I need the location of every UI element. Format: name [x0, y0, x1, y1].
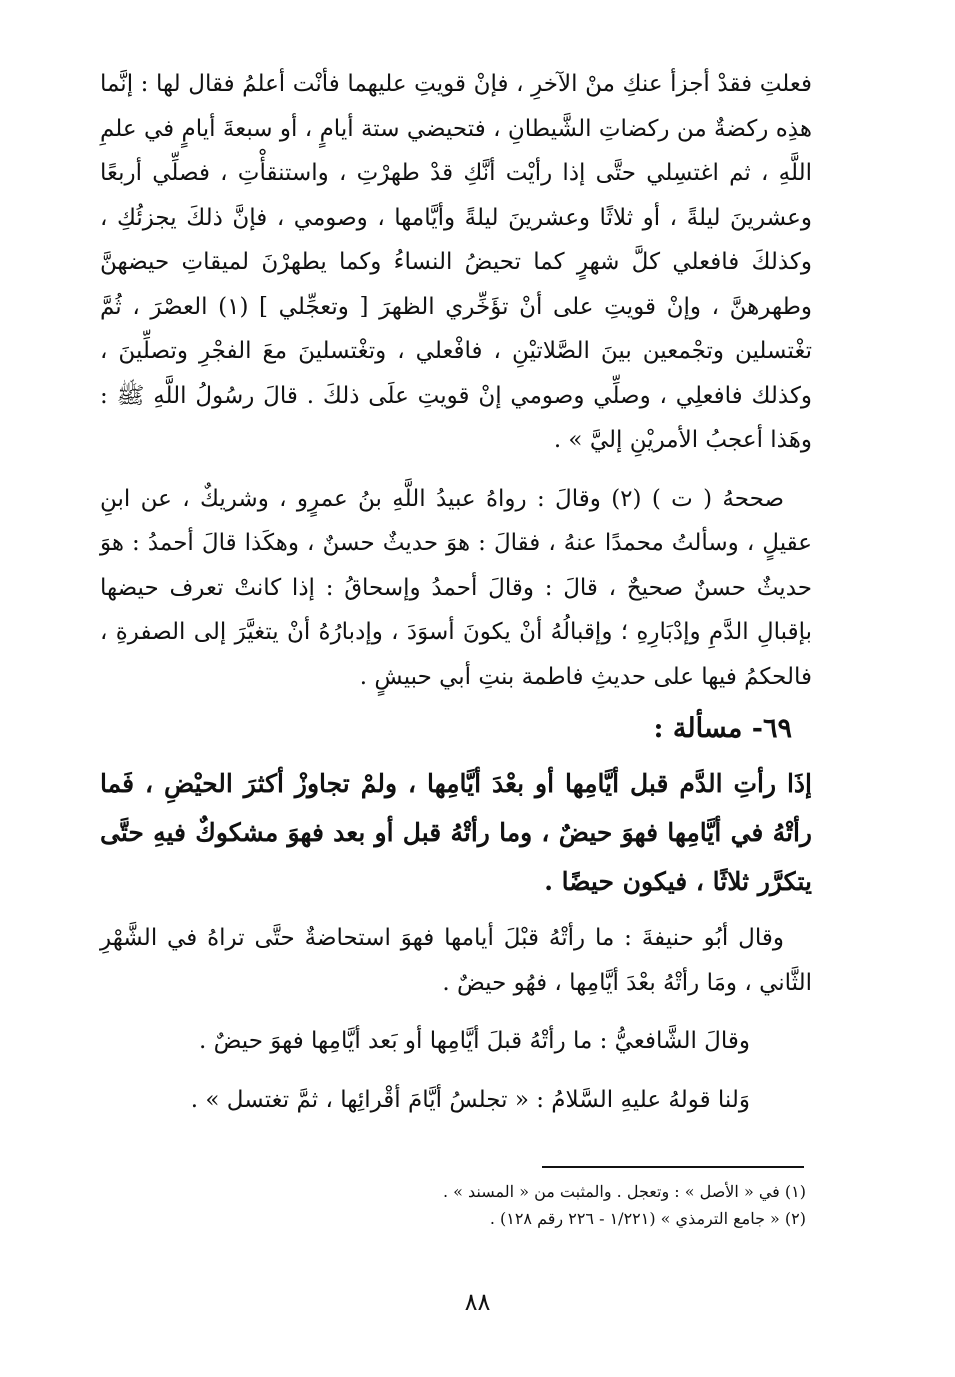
footnote-2: (٢) « جامع الترمذي » (١/٢٢١ - ٢٢٦ رقم ١٢٨) .: [489, 1209, 806, 1228]
footnotes: [300, 1178, 806, 1232]
hadith-paragraph: فعلتِ فقدْ أجزأ عنكِ منْ الآخرِ ، فإنْ قويتِ عليهما فأنْت أعلمُ فقال لها : إنَّما هذِه ركضةٌ من ركضاتِ الشَّيطانِ ، فتحيضي ستة أيامٍ ، أو سبعةَ أيامٍ في علمِ اللَّهِ ، ثم اغتسِلي حتَّى إذا رأيْت أنَّكِ قدْ طهرْتِ ، واستنقأْتِ ، فصلِّي أربعًا وعشرينَ ليلةً ، أو ثلاثًا وعشرينَ ليلةً وأيَّامها ، وصومي ، فإنَّ ذلكَ يجزئُكِ ، وكذلكَ فافعلي كلَّ شهرٍ كما تحيضُ النساءُ وكما يطهرْنَ لميقاتِ حيضهنَّ وطهرهنَّ ، وإنْ قويتِ على أنْ تؤَخِّري الظهرَ [ وتعجِّلي ] (١) العصْرَ ، ثُمَّ تغْتسلين وتجْمعين بينَ الصَّلاتيْنِ ، فافْعلي ، وتغْتسلينَ معَ الفجْرِ وتصلِّينَ ، وكذلك فافعلِي ، وصلِّي وصومي إنْ قويتِ علَى ذلكَ . قالَ رسُولُ اللَّهِ ﷺ : وهَذا أعجبُ الأمريْنِ إليَّ » .: [100, 71, 813, 453]
issue-ruling: إذَا رأتِ الدَّم قبل أيَّامِها أو بعْدَ أيَّامِها ، ولمْ تجاوزْ أكثرَ الحيْضِ ، فَما رأتْهُ في أيَّامِها فهوَ حيضٌ ، وما رأتْهُ قبل أو بعد فهوَ مشكوكٌ فيهِ حتَّى يتكرَّر ثلاثًا ، فيكون حيضًا .: [100, 769, 812, 896]
page-number: ٨٨: [464, 1288, 491, 1316]
footnote-1: (١) في « الأصل » : وتعجل . والمثبت من « المسند » .: [442, 1182, 806, 1201]
issue-heading: ٦٩- مسألة :: [653, 713, 792, 744]
our-evidence: وَلنا قولهُ عليهِ السَّلامُ : « تجلسُ أيَّامَ أقْرائِها ، ثمَّ تغتسل » .: [190, 1086, 750, 1113]
takhrij-paragraph: صححهُ ( ت ) (٢) وقالَ : رواهُ عبيدُ اللَّهِ بنُ عمرٍو ، وشريكٌ ، عن ابنِ عقيلٍ ، وسألتُ محمدًا عنهُ ، فقالَ : هوَ حديثٌ حسنٌ ، وهكَذا قالَ أحمدُ : هوَ حديثٌ حسنٌ صحيحٌ ، قالَ : وقالَ أحمدُ وإسحاقُ : إذا كانتْ تعرف حيضها بإقبالِ الدَّمِ وإدْبَارِهِ ؛ وإقبالُهُ أنْ يكونَ أسوَدَ ، وإدبارُهُ أنْ يتغيَّرَ إلى الصفرةِ ، فالحكمُ فيها على حديثِ فاطمة بنتِ أبي حبيشٍ .: [100, 485, 812, 690]
opinion-abu-hanifa: وقال أبُو حنيفةَ : ما رأتْهُ قبْلَ أيامها فهوَ استحاضةٌ حتَّى تراهُ في الشَّهْرِ الثَّاني ، ومَا رأتْهُ بعْدَ أيَّامِها ، فهُو حيضٌ .: [100, 925, 812, 996]
footnote-divider: [542, 1166, 804, 1168]
page-body: [100, 62, 812, 1122]
opinion-shafii: وقالَ الشَّافعيُّ : ما رأتْهُ قبلَ أيَّامِها أو بَعد أيَّامِها فهوَ حيضٌ .: [198, 1028, 750, 1054]
